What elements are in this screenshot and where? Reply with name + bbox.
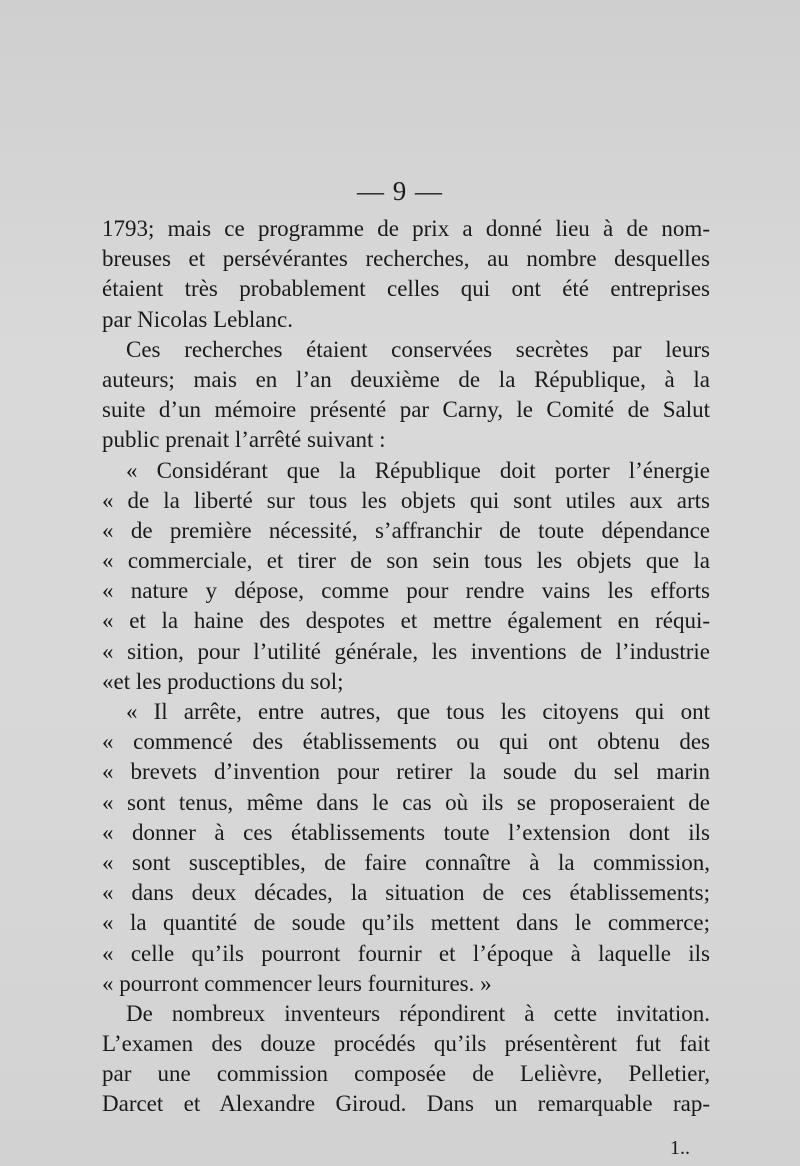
text-line: « de la liberté sur tous les objets qui sont utiles aux arts xyxy=(102,487,710,513)
text-line: « commencé des établissements ou qui ont obtenu des xyxy=(102,729,710,755)
text-line: De nombreux inventeurs répondirent à cette invitation. xyxy=(126,1000,710,1026)
text-line: 1793; mais ce programme de prix a donné lieu à de nom- xyxy=(102,216,710,241)
text-line: « donner à ces établissements toute l’extension dont ils xyxy=(102,819,710,845)
body-text xyxy=(102,214,710,1120)
text-line: Darcet et Alexandre Giroud. Dans un remarquable rap- xyxy=(102,1091,710,1117)
text-line: « Il arrête, entre autres, que tous les citoyens qui ont xyxy=(126,699,710,724)
page-number: — 9 — xyxy=(357,176,443,206)
text-line: « de première nécessité, s’affranchir de toute dépendance xyxy=(102,517,710,543)
text-line: « et la haine des despotes et mettre également en réqui- xyxy=(102,608,710,634)
signature-mark: 1.. xyxy=(670,1137,690,1159)
text-line: « commerciale, et tirer de son sein tous les objets que la xyxy=(102,548,710,574)
text-line: « Considérant que la République doit porter l’énergie xyxy=(126,457,710,483)
text-line: «et les productions du sol; xyxy=(102,668,344,694)
text-line: auteurs; mais en l’an deuxième de la République, à la xyxy=(102,366,710,392)
text-line: L’examen des douze procédés qu’ils présentèrent fut fait xyxy=(102,1031,710,1057)
text-line: « sition, pour l’utilité générale, les inventions de l’industrie xyxy=(102,638,710,664)
text-line: suite d’un mémoire présenté par Carny, le Comité de Salut xyxy=(102,397,710,423)
text-line: étaient très probablement celles qui ont été entreprises xyxy=(102,276,710,302)
text-line: « la quantité de soude qu’ils mettent dans le commerce; xyxy=(102,910,710,936)
text-line: « celle qu’ils pourront fournir et l’époque à laquelle ils xyxy=(102,940,710,966)
text-line: « sont tenus, même dans le cas où ils se proposeraient de xyxy=(102,789,710,815)
text-line: par Nicolas Leblanc. xyxy=(102,306,293,332)
text-line: par une commission composée de Lelièvre, Pelletier, xyxy=(102,1061,710,1087)
text-line: public prenait l’arrêté suivant : xyxy=(102,427,386,453)
text-line: breuses et persévérantes recherches, au nombre desquelles xyxy=(102,246,710,272)
text-line: Ces recherches étaient conservées secrètes par leurs xyxy=(126,336,710,362)
text-line: « sont susceptibles, de faire connaître à la commission, xyxy=(102,849,710,875)
text-line: « nature y dépose, comme pour rendre vains les efforts xyxy=(102,578,710,604)
text-line: « pourront commencer leurs fournitures. » xyxy=(102,970,492,996)
text-line: « brevets d’invention pour retirer la soude du sel marin xyxy=(102,759,710,785)
text-line: « dans deux décades, la situation de ces établissements; xyxy=(102,880,710,906)
